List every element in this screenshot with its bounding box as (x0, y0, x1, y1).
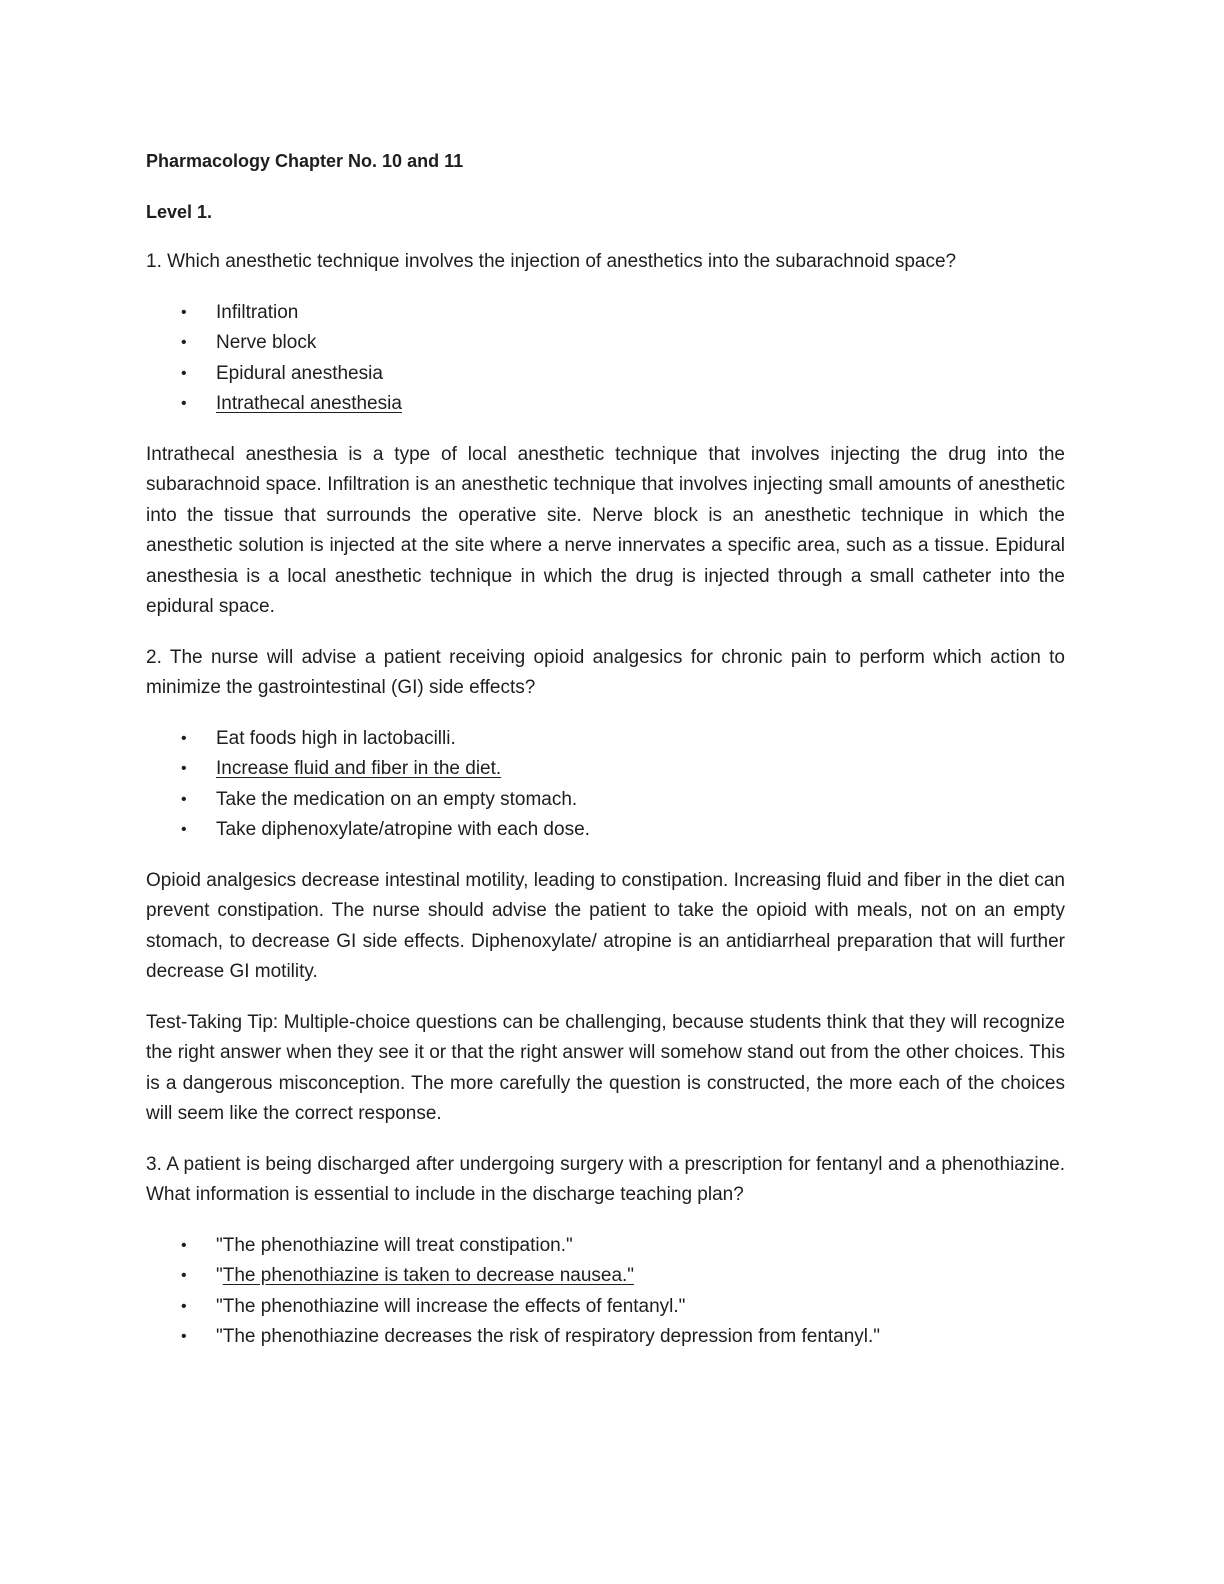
option-label: Take the medication on an empty stomach. (216, 788, 578, 810)
question-3-options (146, 1231, 1065, 1353)
option-item-correct (146, 1261, 1065, 1292)
bullet-icon: • (181, 303, 187, 321)
correct-option-label: The phenothiazine is taken to decrease nausea." (222, 1265, 635, 1286)
option-item-correct (146, 389, 1065, 420)
option-label: "The phenothiazine will increase the effects of fentanyl." (216, 1295, 686, 1317)
option-label: Nerve block (216, 332, 317, 353)
correct-option-label: Increase fluid and fiber in the diet. (216, 758, 502, 779)
option-item (146, 1322, 1065, 1353)
option-item (146, 359, 1065, 390)
option-label: Take diphenoxylate/atropine with each dose. (216, 819, 590, 840)
option-label: Eat foods high in lactobacilli. (216, 727, 456, 749)
bullet-icon: • (181, 364, 187, 382)
option-item (146, 298, 1065, 329)
option-item (146, 1231, 1065, 1262)
correct-option-label: Intrathecal anesthesia (216, 393, 402, 414)
bullet-icon: • (181, 729, 187, 747)
bullet-icon: • (181, 790, 187, 808)
question-2-options (146, 724, 1065, 846)
option-label: Epidural anesthesia (216, 362, 383, 384)
option-item (146, 785, 1065, 816)
question-3-text: 3. A patient is being discharged after undergoing surgery with a prescription for fentanyl and a phenothiazine. What information is essential to include in the discharge teaching plan? (146, 1153, 1065, 1205)
bullet-icon: • (181, 334, 187, 351)
bullet-icon: • (181, 395, 187, 412)
option-item (146, 328, 1065, 359)
bullet-icon: • (181, 1328, 187, 1345)
bullet-icon: • (181, 1297, 187, 1315)
question-2-explanation: Opioid analgesics decrease intestinal motility, leading to constipation. Increasing fluid and fiber in the diet can prevent constipation. The nurse should advise the patient to take the opioid with meals, not on an empty stomach, to decrease GI side effects. Diphenoxylate/ atropine is an antidiarrheal preparation that will further decrease GI motility. (146, 869, 1065, 982)
option-label: "The phenothiazine decreases the risk of respiratory depression from fentanyl." (216, 1326, 881, 1347)
question-1-text: 1. Which anesthetic technique involves the injection of anesthetics into the subarachnoid space? (146, 251, 957, 272)
level-heading: Level 1. (146, 201, 213, 222)
bullet-icon: • (181, 1267, 187, 1284)
document-title: Pharmacology Chapter No. 10 and 11 (146, 151, 464, 171)
bullet-icon: • (181, 1236, 187, 1254)
document-page (146, 146, 1065, 1373)
bullet-icon: • (181, 821, 187, 838)
option-label: "The phenothiazine will treat constipation." (216, 1234, 573, 1256)
test-taking-tip: Test-Taking Tip: Multiple-choice questions can be challenging, because students think that they will recognize the right answer when they see it or that the right answer will somehow stand out from the other choices. This is a dangerous misconception. The more carefully the question is constructed, the more each of the choices will seem like the correct response. (146, 1011, 1065, 1124)
option-item (146, 724, 1065, 755)
bullet-icon: • (181, 760, 187, 777)
question-1-options (146, 298, 1065, 420)
option-item (146, 1292, 1065, 1323)
option-label: Infiltration (216, 301, 299, 323)
question-1-explanation: Intrathecal anesthesia is a type of local anesthetic technique that involves injecting the drug into the subarachnoid space. Infiltration is an anesthetic technique that involves injecting small amounts of anesthetic into the tissue that surrounds the operative site. Nerve block is an anesthetic technique in which the anesthetic solution is injected at the site where a nerve innervates a specific area, such as a tissue. Epidural anesthesia is a local anesthetic technique in which the drug is injected through a small catheter into the epidural space. (146, 443, 1065, 617)
question-2-text: 2. The nurse will advise a patient receiving opioid analgesics for chronic pain to perform which action to minimize the gastrointestinal (GI) side effects? (146, 646, 1065, 698)
option-item (146, 815, 1065, 846)
option-prefix: " (216, 1265, 223, 1286)
option-item-correct (146, 754, 1065, 785)
